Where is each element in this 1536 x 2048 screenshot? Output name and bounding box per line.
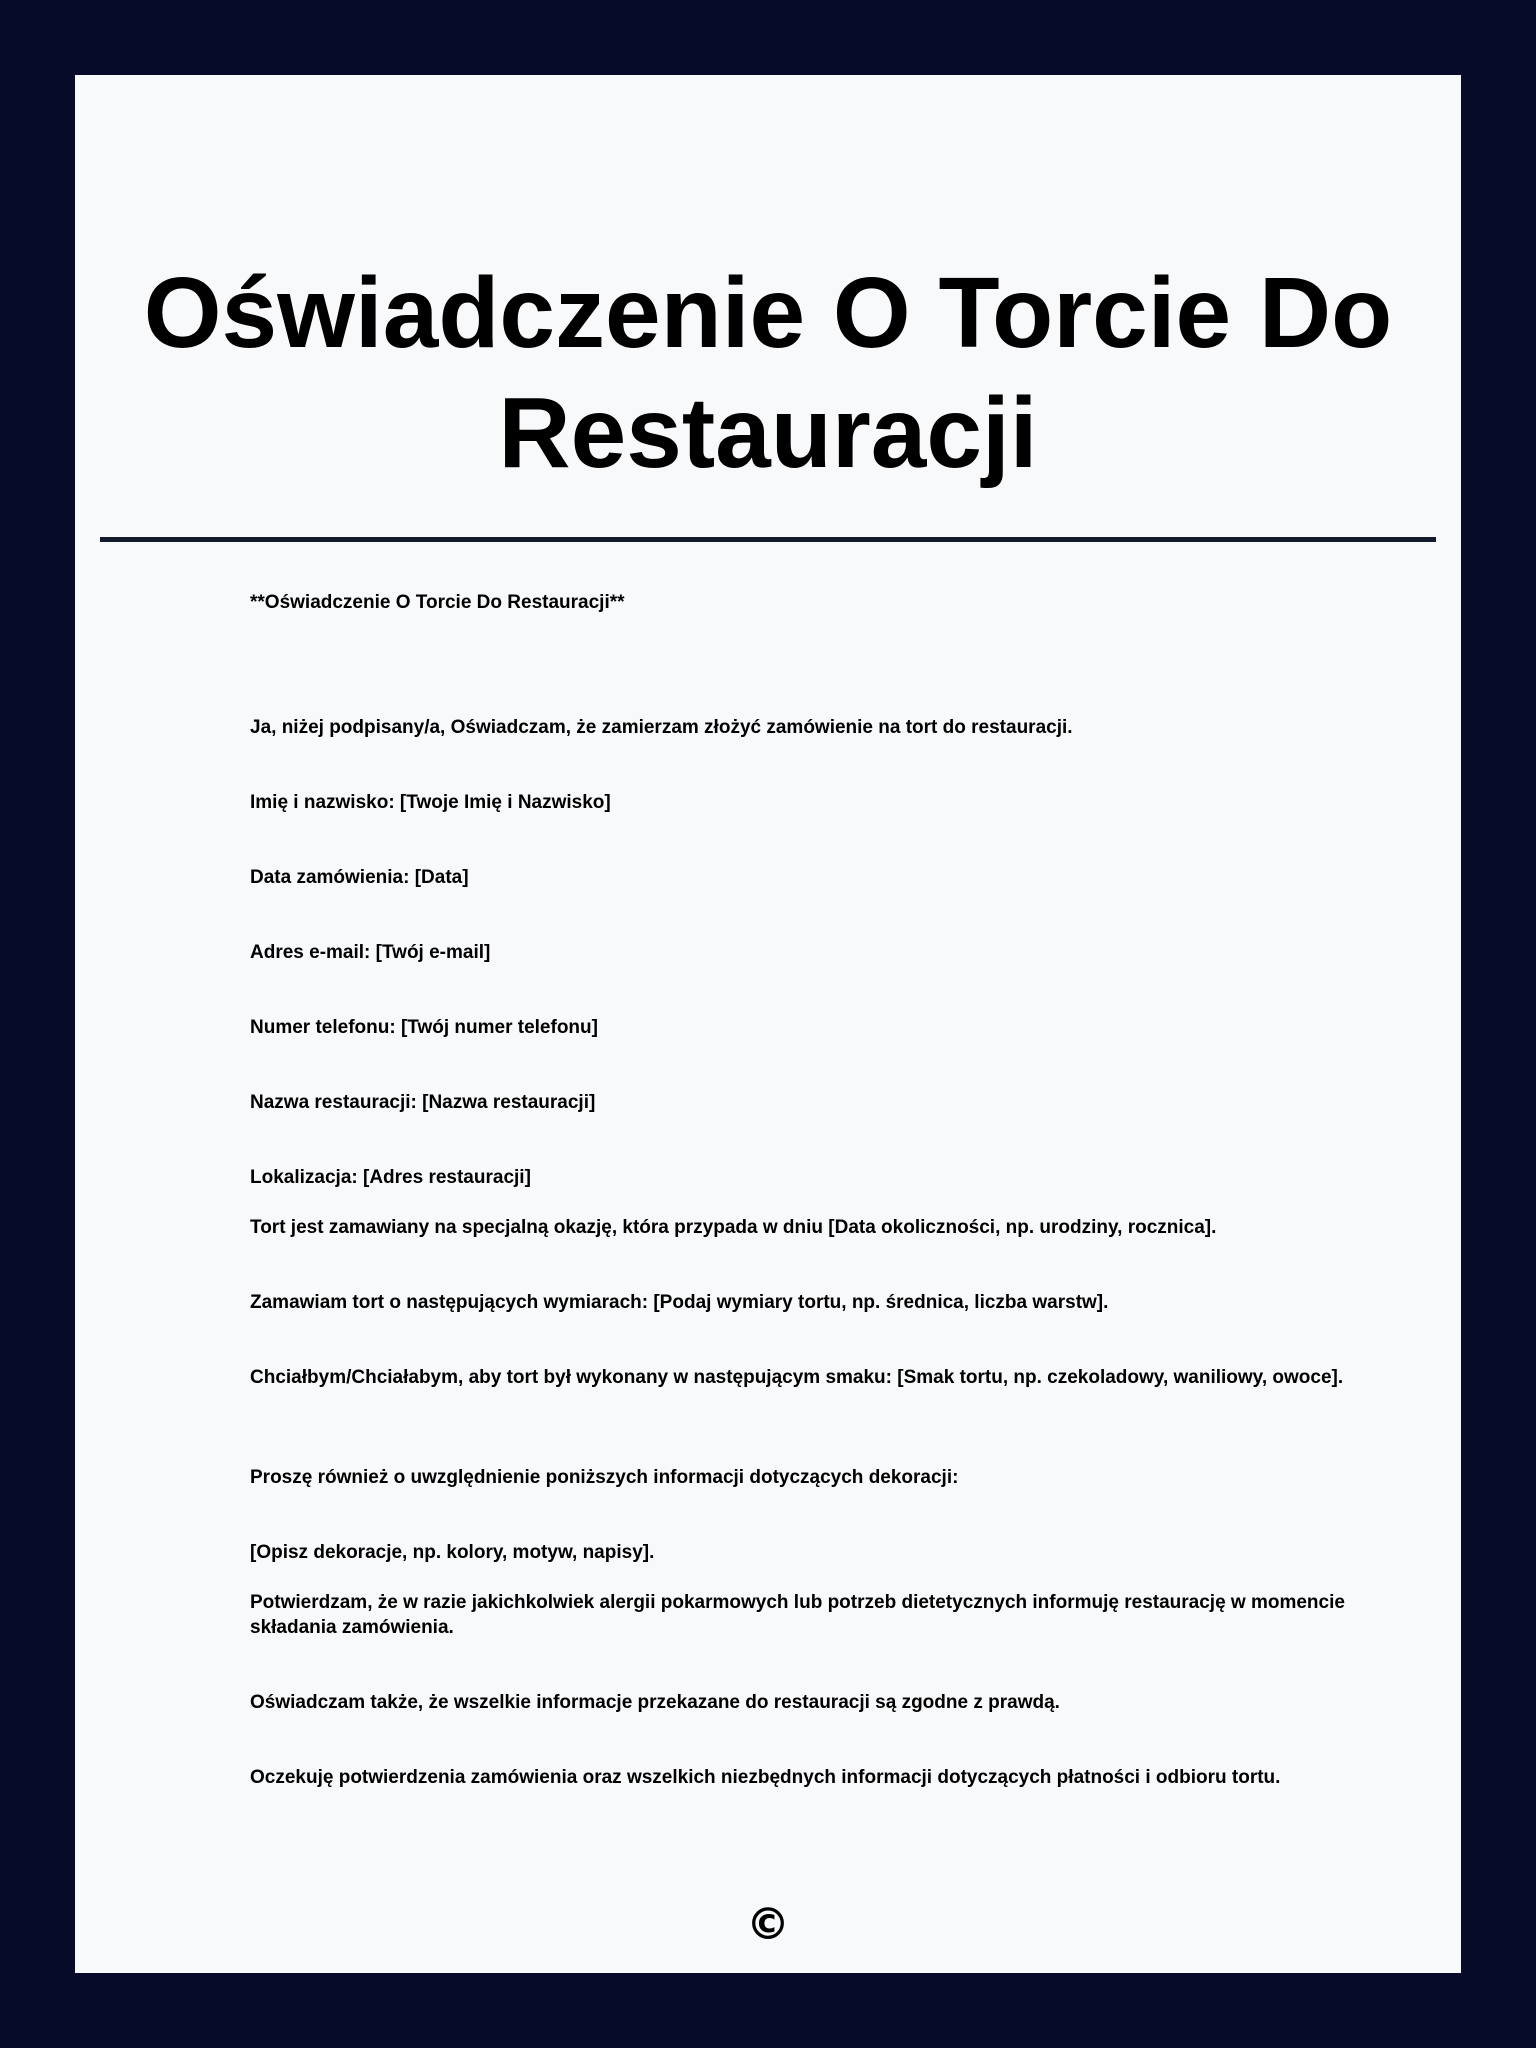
field-phone: Numer telefonu: [Twój numer telefonu] (250, 1017, 598, 1038)
paragraph-heading: **Oświadczenie O Torcie Do Restauracji** (250, 592, 625, 613)
page-title: Oświadczenie O Torcie Do Restauracji (143, 257, 1393, 489)
field-location: Lokalizacja: [Adres restauracji] (250, 1167, 531, 1188)
paragraph-decoration-details: [Opisz dekoracje, np. kolory, motyw, napisy]. (250, 1542, 655, 1563)
paragraph-confirmation: Oczekuję potwierdzenia zamówienia oraz wszelkich niezbędnych informacji dotyczących płatności i odbioru tortu. (250, 1767, 1281, 1788)
paragraph-allergies: Potwierdzam, że w razie jakichkolwiek alergii pokarmowych lub potrzeb dietetycznych informuję restaurację w momencie składania zamówienia. (250, 1592, 1345, 1638)
document-body (75, 75, 1461, 1973)
paragraph-decoration-request: Proszę również o uwzględnienie poniższych informacji dotyczących dekoracji: (250, 1467, 959, 1488)
paragraph-dimensions: Zamawiam tort o następujących wymiarach: [Podaj wymiary tortu, np. średnica, liczba warstw]. (250, 1292, 1109, 1313)
field-order-date: Data zamówienia: [Data] (250, 867, 469, 888)
paragraph-occasion: Tort jest zamawiany na specjalną okazję, która przypada w dniu [Data okoliczności, np. urodziny, rocznica]. (250, 1217, 1217, 1238)
paragraph-truth: Oświadczam także, że wszelkie informacje przekazane do restauracji są zgodne z prawdą. (250, 1692, 1060, 1713)
paragraph-flavor: Chciałbym/Chciałabym, aby tort był wykonany w następującym smaku: [Smak tortu, np. czekoladowy, waniliowy, owoce]. (250, 1367, 1344, 1388)
document-page (75, 75, 1461, 1973)
field-restaurant-name: Nazwa restauracji: [Nazwa restauracji] (250, 1092, 596, 1113)
field-name: Imię i nazwisko: [Twoje Imię i Nazwisko] (250, 792, 611, 813)
copyright-icon: © (746, 1899, 790, 1950)
field-email: Adres e-mail: [Twój e-mail] (250, 942, 491, 963)
paragraph-intro: Ja, niżej podpisany/a, Oświadczam, że zamierzam złożyć zamówienie na tort do restauracji. (250, 717, 1073, 738)
